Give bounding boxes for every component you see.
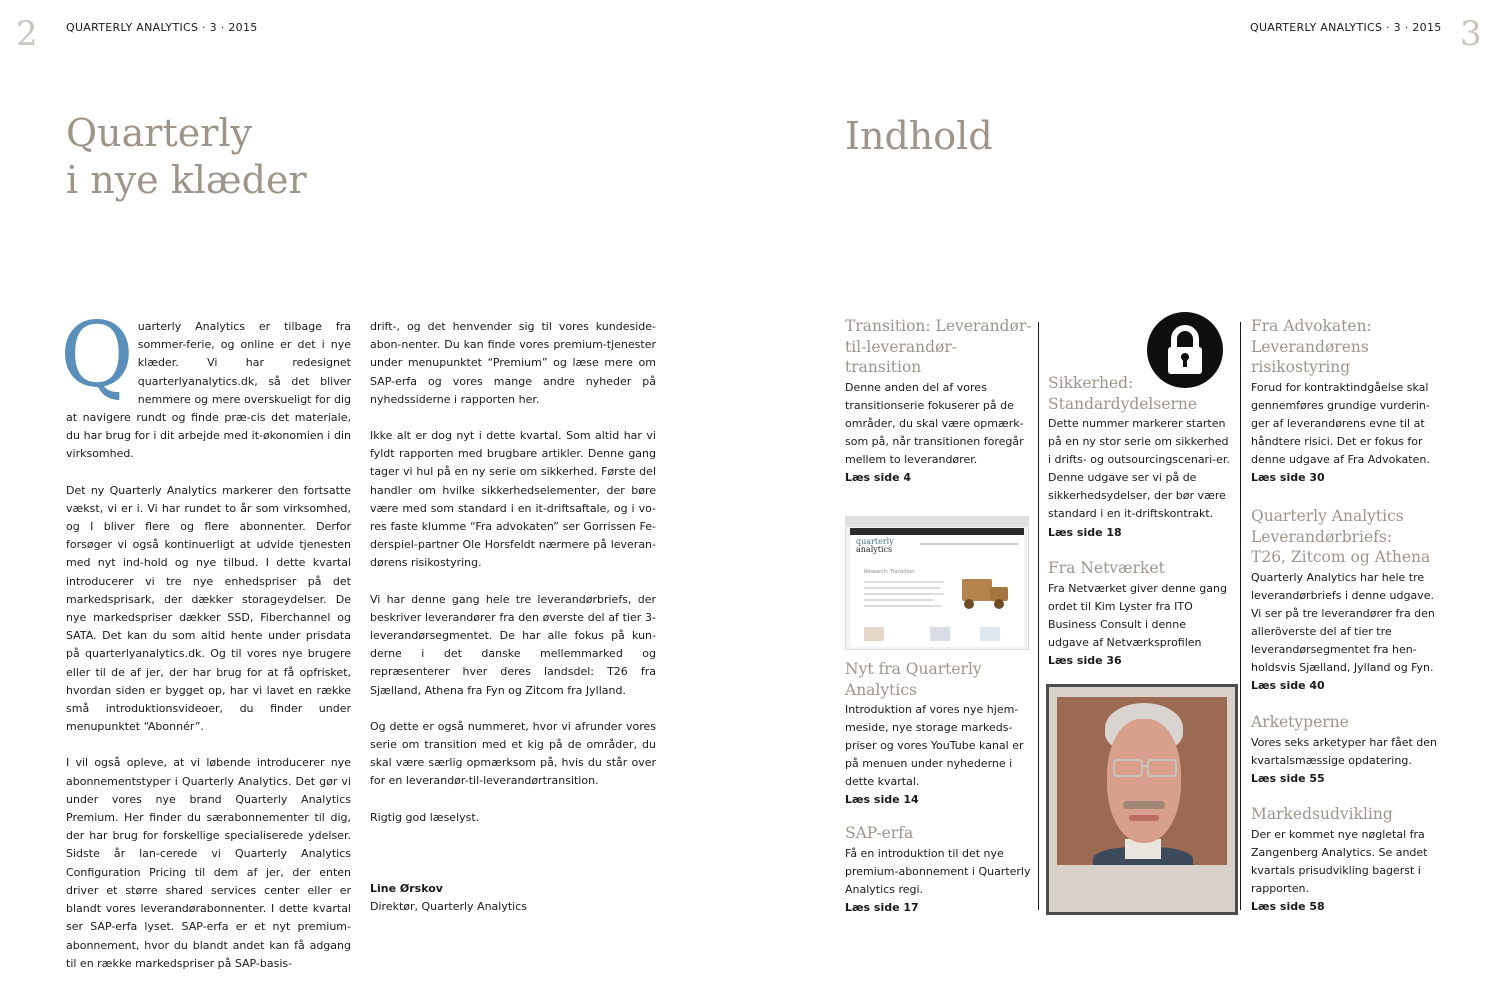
thumb-logo-line-2: analytics (856, 545, 893, 554)
toc-item-text: Dette nummer markerer starten på en ny stor serie om sikkerhed i drifts- og outsourcingscenari-er. Denne udgave ser vi på de sikkerhedsydelser, der bør være standard i en it-driftskontrakt. (1048, 417, 1230, 521)
toc-item-text: Få en introduktion til det nye premium-abonnement i Quarterly Analytics regi. (845, 846, 1031, 896)
editorial-paragraph: uarterly Analytics er tilbage fra sommer-ferie, og online er det i nye klæder. Vi har redesignet quarterlyanalytics.dk, så det bliver nemmere og mere overskueligt for dig at navigere rundt og finde præ-cis det materiale, du har brug for i dit arbejde med it-økonomien i din virksomhed. (66, 320, 351, 461)
editorial-paragraph: Vi har denne gang hele tre leverandørbriefs, der beskriver leverandører fra den øverste del af tier 3-leverandørsegmentet. De har alle fokus på kun-derne i det danske mellemmarked og repræsenterer hver deres landsdel: T26 fra Sjælland, Athena fra Fyn og Zitcom fra Jylland. (370, 592, 656, 697)
toc-item[interactable] (1251, 712, 1441, 788)
toc-item-heading: Arketyperne (1251, 713, 1349, 731)
editorial-column-1 (60, 303, 351, 991)
column-divider (1038, 322, 1039, 910)
toc-item-page-ref[interactable]: Læs side 17 (845, 900, 919, 914)
toc-item-text: Denne anden del af vores transitionserie fokuserer på de områder, du skal være opmærk-som på, når transitionen foregår mellem to leverandører. (845, 380, 1024, 466)
editorial-paragraph: Ikke alt er dog nyt i dette kvartal. Som altid har vi fyldt rapporten med brugbare artikler. Denne gang tager vi hul på en ny serie om sikkerhed. Første del handler om hvilke sikkerhedselementer, der børe være med som standard i en it-driftsaftale, og i vo-res faste klumme “Fra advokaten” ser Gorrissen Fe-derspiel-partner Ole Horsfeldt nærmere på leveran-dørens risikostyring. (370, 429, 656, 570)
toc-item-heading: SAP-erfa (845, 824, 914, 842)
title-line-2: i nye klæder (66, 158, 307, 202)
toc-item[interactable] (1048, 373, 1230, 542)
thumb-logo-line-1: quarterly (856, 537, 894, 546)
toc-item[interactable] (845, 316, 1033, 487)
toc-item[interactable] (1251, 804, 1441, 916)
toc-item-page-ref[interactable]: Læs side 18 (1048, 525, 1122, 539)
toc-item[interactable] (1048, 558, 1230, 670)
toc-item-heading: Sikkerhed: Standardydelserne (1048, 374, 1198, 413)
editorial-paragraph: drift-, og det henvender sig til vores kundeside-abon-nenter. Du kan finde vores premium-tjenester under menupunktet “Premium” og læse mere om SAP-erfa og vores mange andre nyheder på nyhedssiderne i rapporten her. (370, 320, 656, 406)
toc-item-text: Der er kommet nye nøgletal fra Zangenberg Analytics. Se andet kvartals prisudvikling bagerst i rapporten. (1251, 827, 1428, 895)
toc-item-text: Quarterly Analytics har hele tre leverandørbriefs i denne udgave. Vi ser på tre leverandører fra den alleröverste del af tier tre leverandørsegmentet fra hen-holdsvis Sjælland, Jylland og Fyn. (1251, 570, 1435, 674)
signature (370, 880, 527, 916)
editorial-paragraph: Og dette er også nummeret, hvor vi afrunder vores serie om transition med et kig på de områder, du skal være særlig opmærksom på, hvis du står over for en leverandør-til-leverandørtransition. (370, 719, 656, 788)
running-head-right: QUARTERLY ANALYTICS · 3 · 2015 (1250, 21, 1442, 34)
toc-item-page-ref[interactable]: Læs side 55 (1251, 771, 1325, 785)
toc-item-heading: Nyt fra Quarterly Analytics (845, 660, 982, 699)
page-number-left: 2 (16, 14, 38, 54)
signature-name: Line Ørskov (370, 882, 443, 895)
signature-title: Direktør, Quarterly Analytics (370, 900, 528, 913)
title-line-1: Quarterly (66, 111, 252, 155)
toc-item-text: Introduktion af vores nye hjem-meside, nye storage markeds-priser og vores YouTube kanal er på menuen under nyhederne i dette kvartal. (845, 703, 1024, 789)
website-screenshot (845, 516, 1029, 650)
toc-item[interactable] (845, 659, 1033, 810)
editorial-paragraph: I vil også opleve, at vi løbende introducerer nye abonnementstyper i Quarterly Analytics. Det gør vi under vores nye brand Quarterly Analytics Premium. Her finder du særabonnementer til dig, der har brug for forskellige specialiserede ydelser. Sidste år lan-cerede vi Quarterly Analytics Configuration Pricing til dem af jer, der enten driver et større shared services center eller er blandt vores leverandørabonnenter. I dette kvartal ser SAP-erfa lyset. SAP-erfa er et nyt premium-abonnement, hvor du blandt andet kan få adgang til en række markedspriser på SAP-basis- (66, 756, 351, 970)
toc-item[interactable] (1251, 316, 1441, 487)
toc-item-text: Forud for kontraktindgåelse skal gennemføres grundige vurderin-ger af leverandørens evne til at håndtere risici. Det er fokus for denne udgave af Fra Advokaten. (1251, 380, 1430, 466)
drop-cap: Q (60, 303, 134, 408)
toc-item-page-ref[interactable]: Læs side 36 (1048, 653, 1122, 667)
toc-item-page-ref[interactable]: Læs side 4 (845, 470, 912, 484)
toc-item-text: Vores seks arketyper har fået den kvartalsmæssige opdatering. (1251, 735, 1438, 767)
editorial-paragraph: Det ny Quarterly Analytics markerer den fortsatte vækst, vi er i. Vi har rundet to år som virksomhed, og I bliver flere og flere abonnenter. Derfor forsøger vi også kontinuerligt at udvide tjenesten med nyt ind-hold og nye tilbud. I dette kvartal introducerer vi tre nye enhedspriser på det markedsprisark, der dækker storageydelser. De nye markedspriser dækker SSD, Fiberchannel og SATA. Det kan du som altid hente under prisdata på quarterlyanalytics.dk. Og til vores nye brugere eller til de af jer, der har brug for at få opfrisket, hvordan siden er bygget op, har vi lavet en række små introduktionsvideoer, du finder under menupunktet “Abonnér”. (66, 483, 351, 734)
toc-item-page-ref[interactable]: Læs side 40 (1251, 679, 1325, 693)
toc-item-page-ref[interactable]: Læs side 14 (845, 793, 919, 807)
editorial-column-2 (370, 318, 656, 845)
page-number-right: 3 (1460, 14, 1482, 54)
toc-item-heading: Transition: Leverandør-til-leverandør-transition (845, 317, 1032, 376)
toc-item-text: Fra Netværket giver denne gang ordet til Kim Lyster fra ITO Business Consult i denne udgave af Netværksprofilen (1048, 581, 1227, 649)
toc-item-heading: Fra Advokaten: Leverandørens risikostyring (1251, 317, 1372, 376)
running-head-left: QUARTERLY ANALYTICS · 3 · 2015 (66, 21, 258, 34)
toc-item-heading: Fra Netværket (1048, 559, 1165, 577)
toc-item-page-ref[interactable]: Læs side 30 (1251, 470, 1325, 484)
toc-item[interactable] (845, 823, 1033, 917)
toc-item[interactable] (1251, 506, 1441, 695)
editorial-paragraph: Rigtig god læselyst. (370, 810, 480, 824)
toc-title: Indhold (845, 114, 993, 158)
toc-item-heading: Quarterly Analytics Leverandørbriefs: T26, Zitcom og Athena (1251, 507, 1431, 566)
toy-truck-image (962, 579, 992, 601)
column-divider (1240, 322, 1241, 910)
portrait-photo (1046, 684, 1238, 915)
toc-item-page-ref[interactable]: Læs side 58 (1251, 899, 1325, 913)
toc-item-heading: Markedsudvikling (1251, 805, 1393, 823)
page-title (66, 110, 307, 204)
thumb-page-heading: Research: Transition (864, 569, 915, 575)
